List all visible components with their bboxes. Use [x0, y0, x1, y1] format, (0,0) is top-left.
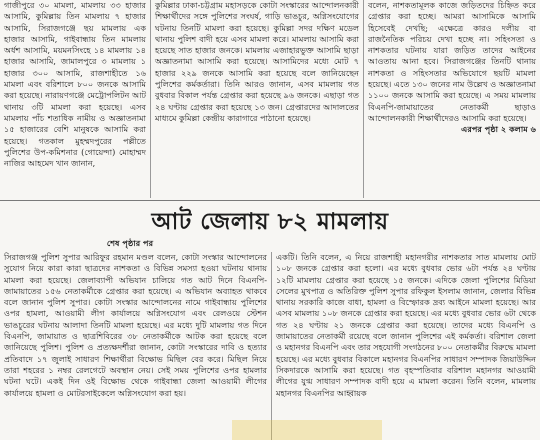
top-column-2-text: কুমিল্লার ঢাকা-চট্টগ্রাম মহাসড়কে কোটা সংস্কারের আন্দোলনকারী শিক্ষার্থীদের সঙ্গে পুলিশের সংঘর্ষ, গাড়ি ভাঙচুর, অগ্নিসংযোগের ঘটনায় তিনটি মামলা করা হয়েছে। কুমিল্লা সদর দক্ষিণ মডেল থানায় পুলিশ বাদী হয়ে এসব মামলা করে। মামলায় আসামি করা হয়েছে সাত হাজার জনকে। মামলায় এজাহারভুক্ত আসামি ছাড়া অজ্ঞাতনামা আসামি করা হয়েছে। আসামিদের মধ্যে মোট ৭ হাজার ২২৯ জনকে আসামি করা হয়েছে বলে জানিয়েছেন পুলিশের কর্মকর্তারা। তিনি আরও জানান, এসব মামলায় গত বুধবার বিকাল পর্যন্ত গ্রেপ্তার করা হয়েছে ৯৬ জনকে। এছাড়া গত ২৪ ঘণ্টায় গ্রেপ্তার করা হয়েছে ১৩ জন। গ্রেপ্তারদের আদালতের মাধ্যমে কুমিল্লা কেন্দ্রীয় কারাগারে পাঠানো হয়েছে। [155, 0, 359, 123]
continued-note: এরপর পৃষ্ঠা ২ কলাম ৬ [461, 124, 536, 135]
top-column-2 [150, 0, 364, 198]
top-column-3-text: বলেন, নাশকতামূলক কাজে জড়িতদের চিহ্নিত করে গ্রেপ্তার করা হচ্ছে। আমরা আসামিকে আসামি হিসেবেই দেখছি; এক্ষেত্রে কারও দলীয় বা রাজনৈতিক পরিচয় দেখা হচ্ছে না। সহিংসতা ও নাশকতার ঘটনায় যারা জড়িত তাদের আইনের আওতায় আনা হবে। সিরাজগঞ্জের তিনটি থানায় নাশকতা ও সহিংসতার অভিযোগে ছয়টি মামলা হয়েছে। এতে ১৩০ জনের নাম উল্লেখ ও অজ্ঞাতনামা ১১০০ জনকে আসামি করা হয়েছে। এ সময় মামলায় বিএনপি-জামায়াতের নেতাকর্মী ছাড়াও আন্দোলনকারী শিক্ষার্থীদেরও আসামি করা হয়েছে। [368, 0, 536, 123]
continued-from-label: শেষ পৃষ্ঠার পর [106, 238, 154, 248]
top-column-1 [0, 0, 150, 198]
top-column-1-text: গাজীপুরে ৩০ মামলা, মামলায় ৩৩ হাজার আসামি, কুমিল্লায় তিন মামলায় ৭ হাজার আসামি, সিরাজগঞ্জে ছয় মামলায় এক হাজার আসামি, গাইবান্ধায় তিন মামলায় অর্ধশ আসামি, ময়মনসিংহে ১৪ মামলায় ১৪ হাজার আসামি, জামালপুরে ৩ মামলায় ১ হাজার ৩০০ আসামি, রাজশাহীতে ১৬ মামলা এবং বরিশালে ৮০০ জনকে আসামি করা হয়েছে। নারায়ণগঞ্জে মেট্রোপলিটন আট থানায় ৩টি মামলা করা হয়েছে। এসব মামলায় পাঁচ শতাধিক নামীয় ও অজ্ঞাতনামা ১৫ হাজারের বেশি মানুষকে আসামি করা হয়েছে। গতকাল মুহম্মদপুরের পল্লীতে পুলিশের উপ-কমিশনার (গোয়েন্দা) মোহাম্মদ নাজির আহমেদ খান জানান, [4, 0, 146, 169]
top-columns [0, 0, 540, 198]
article-column-2-text: একটি। তিনি বলেন, এ নিয়ে রাজশাহী মহানগরীর নাশকতার সাত মামলায় মোট ১০৮ জনকে গ্রেপ্তার করা হলো। এর মধ্যে বুধবার ভোর ৬টা পর্যন্ত ২৪ ঘণ্টায় ১২টি মামলায় গ্রেপ্তার করা হয়েছে ১৫ জনকে। এদিকে জেলা পুলিশের মিডিয়া সেলের মুখপাত্র ও অতিরিক্ত পুলিশ সুপার রফিকুল ইসলাম জানান, জেলার বিভিন্ন থানায় সরকারি কাজে বাধা, হামলা ও বিস্ফোরক দ্রব্য আইনে মামলা হয়েছে। আর এসব মামলায় ১০৮ জনকে গ্রেপ্তার করা হয়েছে। এর মধ্যে বুধবার ভোর ৬টা থেকে গত ২৪ ঘণ্টায় ২১ জনকে গ্রেপ্তার করা হয়েছে। তাদের মধ্যে বিএনপি ও জামায়াতের নেতাকর্মী রয়েছে বলে জানান পুলিশের এই কর্মকর্তা। বরিশাল জেলা ও মহানগর বিএনপি এবং তার সহযোগী সংগঠনের ৮০০ নেতাকর্মীর বিরুদ্ধে মামলা হয়েছে। এর মধ্যে বুধবার বিকালে মহানগর বিএনপির সাধারণ সম্পাদক জিয়াউদ্দিন সিকদারকে আসামি করা হয়েছে। গত বৃহস্পতিবার বরিশাল মহানগর আওয়ামী লীগের যুগ্ম সাধারণ সম্পাদক বাদী হয়ে এ মামলা করেন। তিনি বলেন, মামলায় মহানগর বিএনপির আহ্বায়ক [276, 252, 536, 398]
highlight-mark [232, 420, 382, 440]
article-columns [0, 252, 540, 440]
article-column-2 [272, 252, 540, 440]
article-column-1-text: সিরাজগঞ্জ পুলিশ সুপার আরিফুর রহমান মণ্ডল বলেন, কোটা সংস্কার আন্দোলনের সুযোগ নিয়ে কারা কারা ছাত্রদের নাশকতা ও বিভিন্ন সমস্যা হওয়া ঘটনায় থানায় মামলা করা হয়েছে। জেলাব্যাপী অভিযান চালিয়ে গত আট দিনে বিএনপি-জামায়াতের ১৫৬ নেতাকর্মীকে গ্রেপ্তার করা হয়েছে। এ অভিযান অব্যাহত থাকবে বলে জানান পুলিশ সুপার। কোটা সংস্কার আন্দোলনের নামে গাইবান্ধায় পুলিশের ওপর হামলা, আওয়ামী লীগ কার্যালয়ে অগ্নিসংযোগ এবং রেলওয়ে স্টেশন ভাঙচুরের ঘটনায় আলাদা তিনটি মামলা হয়েছে। এর মধ্যে দুটি মামলায় গত দিনে বিএনপি, জামায়াত ও ছাত্রশিবিরের ৩৮ নেতাকর্মীকে আটক করা হয়েছে বলে জানিয়েছে পুলিশ। পুলিশ ও প্রত্যক্ষদর্শীরা জানান, কোটা সংস্কারের দাবি ও হত্যার প্রতিবাদে ১৭ জুলাই সাধারণ শিক্ষার্থীরা বিক্ষোভ মিছিল বের করে। মিছিল নিয়ে তারা শহরের ১ নম্বর রেলগেটে অবস্থান নেয়। সেই সময় পুলিশের ওপর হামলার ঘটনা ঘটে। একই দিন ওই বিক্ষোভ থেকে গাইবান্ধা জেলা আওয়ামী লীগের কার্যালয়ে হামলা ও মোটরসাইকেলে অগ্নিসংযোগ করা হয়। [4, 252, 267, 398]
article-column-1 [0, 252, 272, 440]
article-headline: আট জেলায় ৮২ মামলায় [151, 208, 389, 235]
section-divider [0, 200, 540, 201]
top-column-3 [364, 0, 540, 198]
